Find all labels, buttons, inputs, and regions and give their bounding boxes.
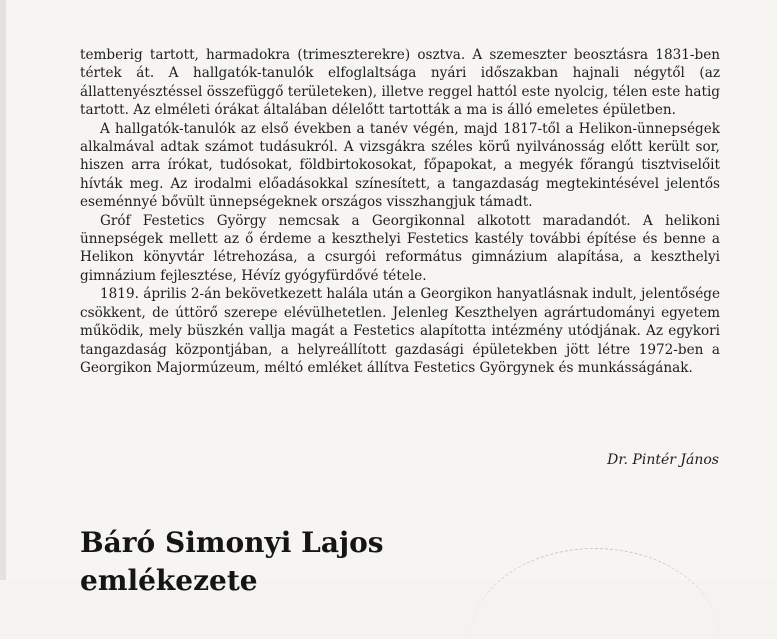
- article-body: [80, 46, 720, 377]
- paragraph-1: temberig tartott, harmadokra (trimeszterekre) osztva. A szemeszter beosztásra 1831-ben tértek át. A hallgatók-tanulók elfoglaltsága nyári időszakban hajnali négytől (az állattenyésztéssel összefüggő területeken), illetve reggel hattól este nyolcig, télen este hatig tartott. Az elméleti órákat általában délelőtt tartották a ma is álló emeletes épületben.: [80, 47, 720, 119]
- paragraph-4: 1819. április 2-án bekövetkezett halála után a Georgikon hanyatlásnak indult, jelentősége csökkent, de úttörő szerepe elévülhetetlen. Jelenleg Keszthelyen agrártudományi egyetem működik, mely büszkén vallja magát a Festetics alapította intézmény utódjának. Az egykori tangazdaság központjában, a helyreállított gazdasági épületekben jött létre 1972-ben a Georgikon Majormúzeum, méltó emléket állítva Festetics Györgynek és munkásságának.: [80, 286, 720, 376]
- decorative-arc: [470, 548, 720, 639]
- paragraph-3: Gróf Festetics György nemcsak a Georgikonnal alkotott maradandót. A helikoni ünnepségek mellett az ő érdeme a keszthelyi Festetics kastély további építése és benne a Helikon könyvtár létrehozása, a csurgói református gimnázium alapítása, a keszthelyi gimnázium fejlesztése, Hévíz gyógyfürdővé tétele.: [80, 212, 720, 284]
- heading-line-2: emlékezete: [80, 564, 258, 597]
- author-signature: Dr. Pintér János: [607, 452, 719, 468]
- page-edge: [0, 0, 6, 580]
- paragraph-2: A hallgatók-tanulók az első években a tanév végén, majd 1817-től a Helikon-ünnepségek alkalmával adtak számot tudásukról. A vizsgákra széles körű nyilvánosság előtt került sor, hiszen arra írókat, tudósokat, földbirtokosokat, főpapokat, a megyék főrangú tisztviselőit hívták meg. Az irodalmi előadásokkal színesített, a tangazdaság megtekintésével jelentős eseménnyé bővült ünnepségeknek országos visszhangjuk támadt.: [80, 120, 720, 211]
- section-heading: [80, 524, 384, 600]
- heading-line-1: Báró Simonyi Lajos: [80, 526, 384, 559]
